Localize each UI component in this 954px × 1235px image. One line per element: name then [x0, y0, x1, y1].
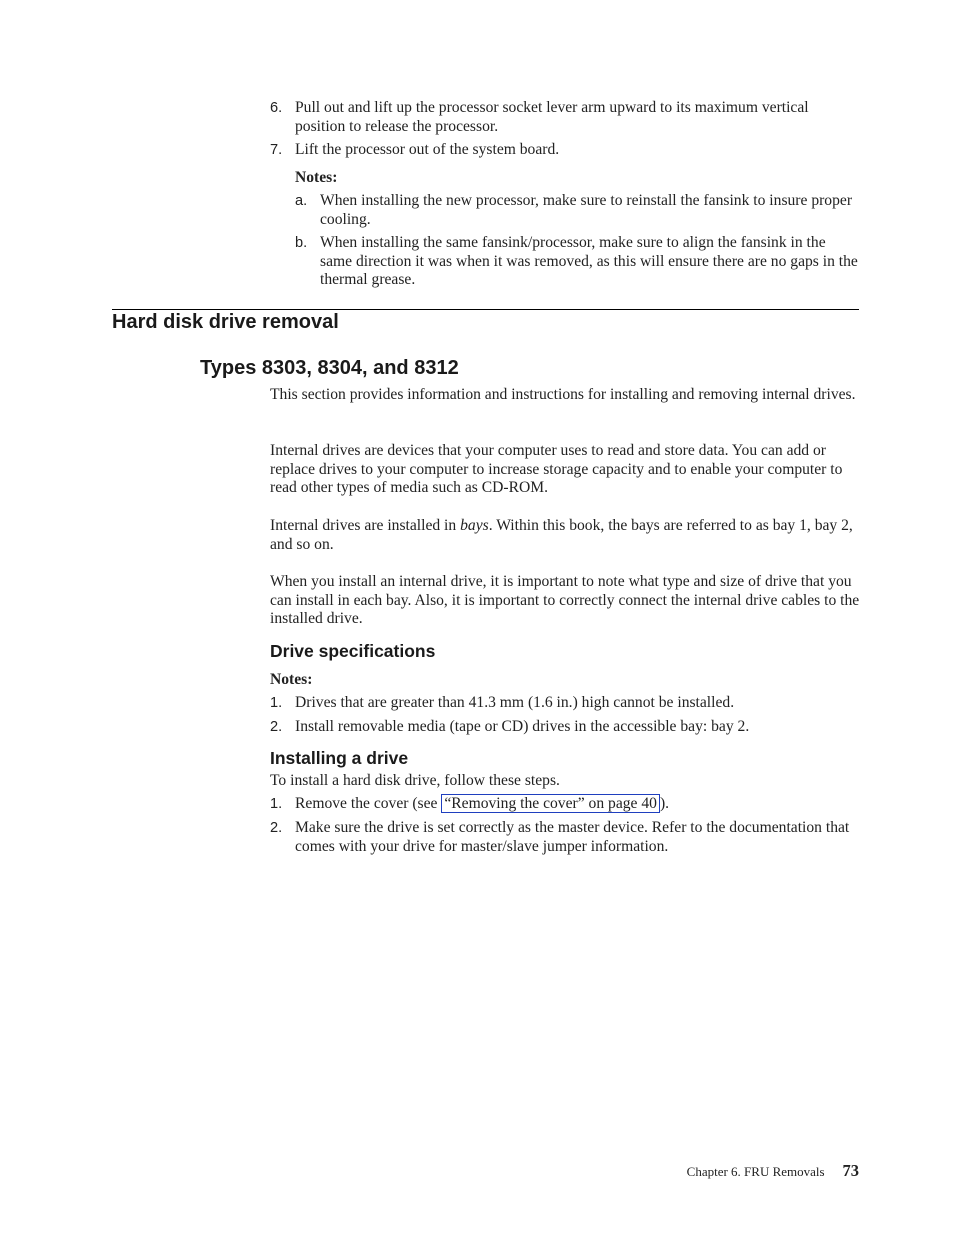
paragraph-intro: This section provides information and instructions for installing and removing internal drives.: [270, 386, 856, 403]
note-letter: b.: [295, 235, 308, 251]
section-divider: [112, 309, 859, 310]
step-text-before: Remove the cover (see: [295, 795, 442, 812]
note-a: [295, 192, 860, 229]
note-text: When installing the same fansink/processor, make sure to align the fansink in the same direction it was when it was removed, as this will ensure there are no gaps in the thermal grease.: [320, 234, 858, 289]
subsection-title: Types 8303, 8304, and 8312: [200, 357, 459, 379]
note-text: When installing the new processor, make sure to reinstall the fansink to insure proper cooling.: [320, 192, 853, 228]
section-title: Hard disk drive removal: [112, 311, 339, 333]
spec-number: 1.: [270, 695, 283, 711]
spec-item-1: [270, 694, 860, 713]
removing-cover-link[interactable]: “Removing the cover” on page 40: [441, 794, 660, 813]
paragraph-bays-text-2: . Within this book, the bays are referred to as bay 1, bay 2, and so on.: [270, 517, 853, 553]
bays-term: bays: [460, 517, 489, 534]
note-letter: a.: [295, 193, 308, 209]
step-text: [295, 795, 860, 814]
spec-text: Install removable media (tape or CD) drives in the accessible bay: bay 2.: [295, 718, 750, 735]
install-step-1: [270, 795, 860, 814]
step-text-after: ).: [659, 795, 670, 812]
step-number: 2.: [270, 820, 283, 836]
step-7: [270, 141, 860, 160]
spec-text: Drives that are greater than 41.3 mm (1.6 in.) high cannot be installed.: [295, 694, 735, 711]
step-6: [270, 99, 860, 136]
paragraph-internal-drives: Internal drives are devices that your computer uses to read and store data. You can add or replace drives to your computer to increase storage capacity and to enable your computer to read other types of media such as CD-ROM.: [270, 442, 843, 497]
note-b: [295, 234, 860, 290]
spec-item-2: [270, 718, 860, 737]
spec-number: 2.: [270, 719, 283, 735]
drive-specs-notes-label: Notes:: [270, 671, 313, 688]
installing-title: Installing a drive: [270, 748, 409, 768]
step-number: 6.: [270, 100, 283, 116]
install-step-2: [270, 819, 860, 856]
installing-intro: To install a hard disk drive, follow these steps.: [270, 772, 560, 789]
paragraph-bays-text-1: Internal drives are installed in: [270, 517, 461, 534]
paragraph-install-note: When you install an internal drive, it is important to note what type and size of drive that you can install in each bay. Also, it is important to correctly connect the internal drive cables to the installed drive.: [270, 573, 860, 628]
notes-label: Notes:: [295, 169, 338, 186]
paragraph-bays: [270, 517, 860, 554]
drive-specs-title: Drive specifications: [270, 641, 436, 661]
step-number: 7.: [270, 142, 283, 158]
step-text: Lift the processor out of the system board.: [295, 141, 560, 158]
step-number: 1.: [270, 796, 283, 812]
page-number: 73: [842, 1161, 859, 1180]
step-text: Pull out and lift up the processor socket lever arm upward to its maximum vertical position to release the processor.: [295, 99, 809, 135]
page-footer: [687, 1162, 859, 1182]
step-text: Make sure the drive is set correctly as the master device. Refer to the documentation that comes with your drive for master/slave jumper information.: [295, 819, 850, 855]
footer-chapter: Chapter 6. FRU Removals: [686, 1164, 825, 1179]
